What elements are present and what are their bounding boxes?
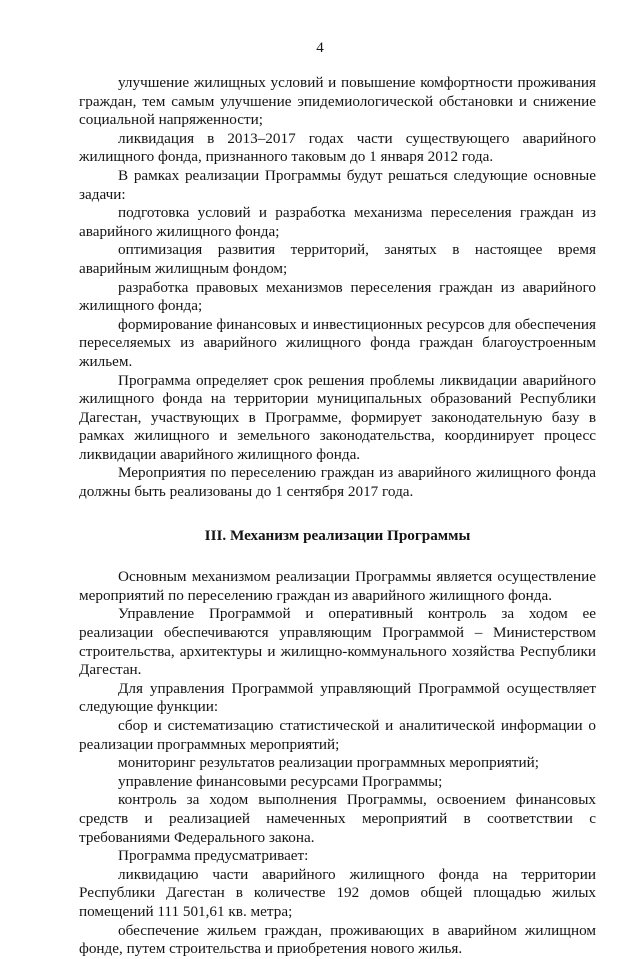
paragraph: Программа определяет срок решения проблемы ликвидации аварийного жилищного фонда на территории муниципальных образований Республики Дагестан, участвующих в Программе, формирует законодательную базу в рамках жилищного и земельного законодательства, координирует процесс ликвидации аварийного жилищного фонда. [79,371,596,463]
page-number: 4 [316,40,324,56]
paragraph: Программа предусматривает: [118,847,309,865]
paragraph: обеспечение жильем граждан, проживающих в аварийном жилищном фонде, путем строительства и приобретения нового жилья. [79,921,596,958]
paragraph: оптимизация развития территорий, занятых в настоящее время аварийным жилищным фондом; [79,241,596,277]
paragraph: управление финансовыми ресурсами Программы; [118,772,443,790]
paragraph: Основным механизмом реализации Программы является осуществление мероприятий по переселению граждан из аварийного жилищного фонда. [79,568,596,604]
paragraph: Мероприятия по переселению граждан из аварийного жилищного фонда должны быть реализованы до 1 сентября 2017 года. [79,464,596,501]
paragraph: ликвидация в 2013–2017 годах части существующего аварийного жилищного фонда, признанного таковым до 1 января 2012 года. [79,129,596,166]
paragraph: улучшение жилищных условий и повышение комфортности проживания граждан, тем самым улучшение эпидемиологической обстановки и снижение социальной напряженности; [79,74,596,129]
paragraph: формирование финансовых и инвестиционных ресурсов для обеспечения переселяемых из аварийного жилищного фонда граждан благоустроенным жильем. [79,315,596,370]
paragraph: мониторинг результатов реализации программных мероприятий; [118,754,539,772]
paragraph: контроль за ходом выполнения Программы, освоением финансовых средств и реализацией намеченных мероприятий в соответствии с требованиями Федерального закона. [79,791,596,846]
paragraph: Для управления Программой управляющий Программой осуществляет следующие функции: [79,679,596,716]
paragraph: разработка правовых механизмов переселения граждан из аварийного жилищного фонда; [79,278,596,315]
paragraph: ликвидацию части аварийного жилищного фонда на территории Республики Дагестан в количестве 192 домов общей площадью жилых помещений 111 501,61 кв. метра; [79,865,596,920]
paragraph: Управление Программой и оперативный контроль за ходом ее реализации обеспечиваются управляющим Программой – Министерством строительства, архитектуры и жилищно-коммунального хозяйства Республики Дагестан. [79,605,596,679]
paragraph: В рамках реализации Программы будут решаться следующие основные задачи: [79,166,596,203]
section-heading: III. Механизм реализации Программы [204,526,471,544]
paragraph: подготовка условий и разработка механизма переселения граждан из аварийного жилищного фонда; [79,204,596,240]
body-text [79,74,596,959]
paragraph: сбор и систематизацию статистической и аналитической информации о реализации программных мероприятий; [79,717,596,753]
